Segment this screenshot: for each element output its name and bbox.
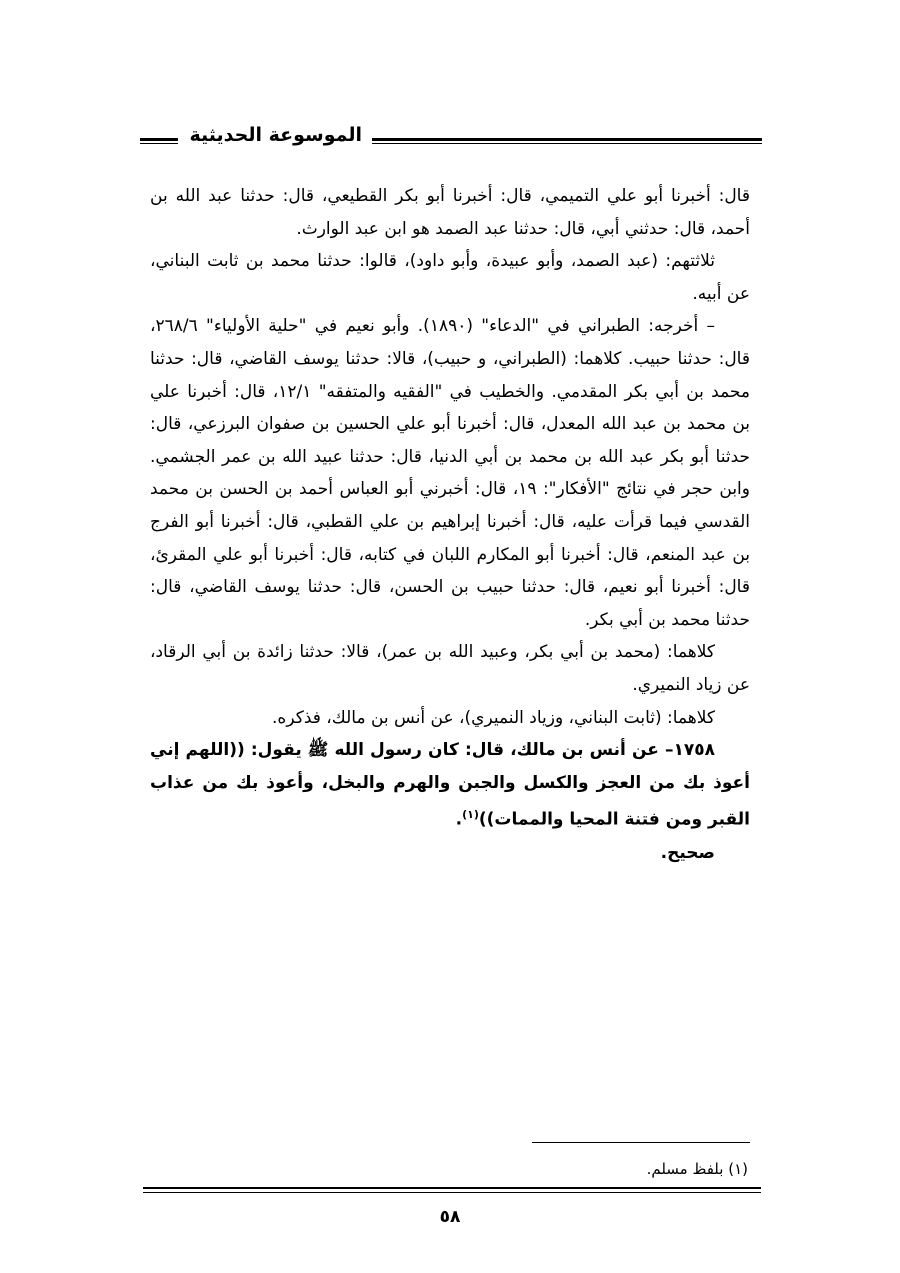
page-number: ٥٨ (439, 1207, 461, 1227)
footnote-separator (532, 1142, 750, 1143)
main-text (150, 180, 750, 869)
paragraph-takhrij: – أخرجه: الطبراني في "الدعاء" (١٨٩٠). وأبو نعيم في "حلية الأولياء" ٢٦٨/٦، قال: حدثنا حبيب. كلاهما: (الطبراني، و حبيب)، قالا: حدثنا يوسف القاضي، قال: حدثنا محمد بن أبي بكر المقدمي. والخطيب في "الفقيه والمتفقه" ١٢/١، قال: أخبرنا علي بن محمد بن عبد الله المعدل، قال: أخبرنا أبو علي الحسين بن صفوان البرزعي، قال: حدثنا أبو بكر عبد الله بن محمد بن أبي الدنيا، قال: حدثنا عبيد الله بن عمر الجشمي. وابن حجر في نتائج "الأفكار": ١٩، قال: أخبرني أبو العباس أحمد بن الحسن بن محمد القدسي فيما قرأت عليه، قال: أخبرنا إبراهيم بن علي القطبي، قال: أخبرنا أبو الفرج بن عبد المنعم، قال: أخبرنا أبو المكارم اللبان في كتابه، قال: أخبرنا أبو علي المقرئ، قال: أخبرنا أبو نعيم، قال: حدثنا حبيب بن الحسن، قال: حدثنا يوسف القاضي، قال: حدثنا محمد بن أبي بكر. (150, 316, 750, 630)
header-rule-left (140, 138, 178, 144)
footnote-ref: (١) (462, 808, 479, 822)
hadith-end: . (455, 809, 463, 830)
running-header-title: الموسوعة الحديثية (189, 124, 362, 146)
running-header (140, 118, 762, 162)
paragraph-isnad-2: ثلاثتهم: (عبد الصمد، وأبو عبيدة، وأبو داود)، قالوا: حدثنا محمد بن ثابت البناني، عن أبيه. (150, 251, 750, 304)
hadith-grade: صحيح. (660, 842, 715, 863)
paragraph-isnad-4: كلاهما: (ثابت البناني، وزياد النميري)، عن أنس بن مالك، فذكره. (272, 707, 715, 728)
paragraph-isnad-1: قال: أخبرنا أبو علي التميمي، قال: أخبرنا أبو بكر القطيعي، قال: حدثنا عبد الله بن أحمد، قال: حدثني أبي، قال: حدثنا عبد الصمد هو ابن عبد الوارث. (150, 186, 750, 239)
header-rule-right (372, 138, 762, 144)
bottom-rule (143, 1187, 761, 1193)
hadith-text: ١٧٥٨– عن أنس بن مالك، قال: كان رسول الله ﷺ يقول: ((اللهم إني أعوذ بك من العجز والكسل والجبن والهرم والبخل، وأعوذ بك من عذاب القبر ومن فتنة المحيا والممات)) (150, 740, 750, 830)
footnote-text: (١) بلفظ مسلم. (646, 1160, 748, 1178)
paragraph-isnad-3: كلاهما: (محمد بن أبي بكر، وعبيد الله بن عمر)، قالا: حدثنا زائدة بن أبي الرقاد، عن زياد النميري. (150, 642, 750, 695)
hadith-paragraph (150, 734, 750, 836)
